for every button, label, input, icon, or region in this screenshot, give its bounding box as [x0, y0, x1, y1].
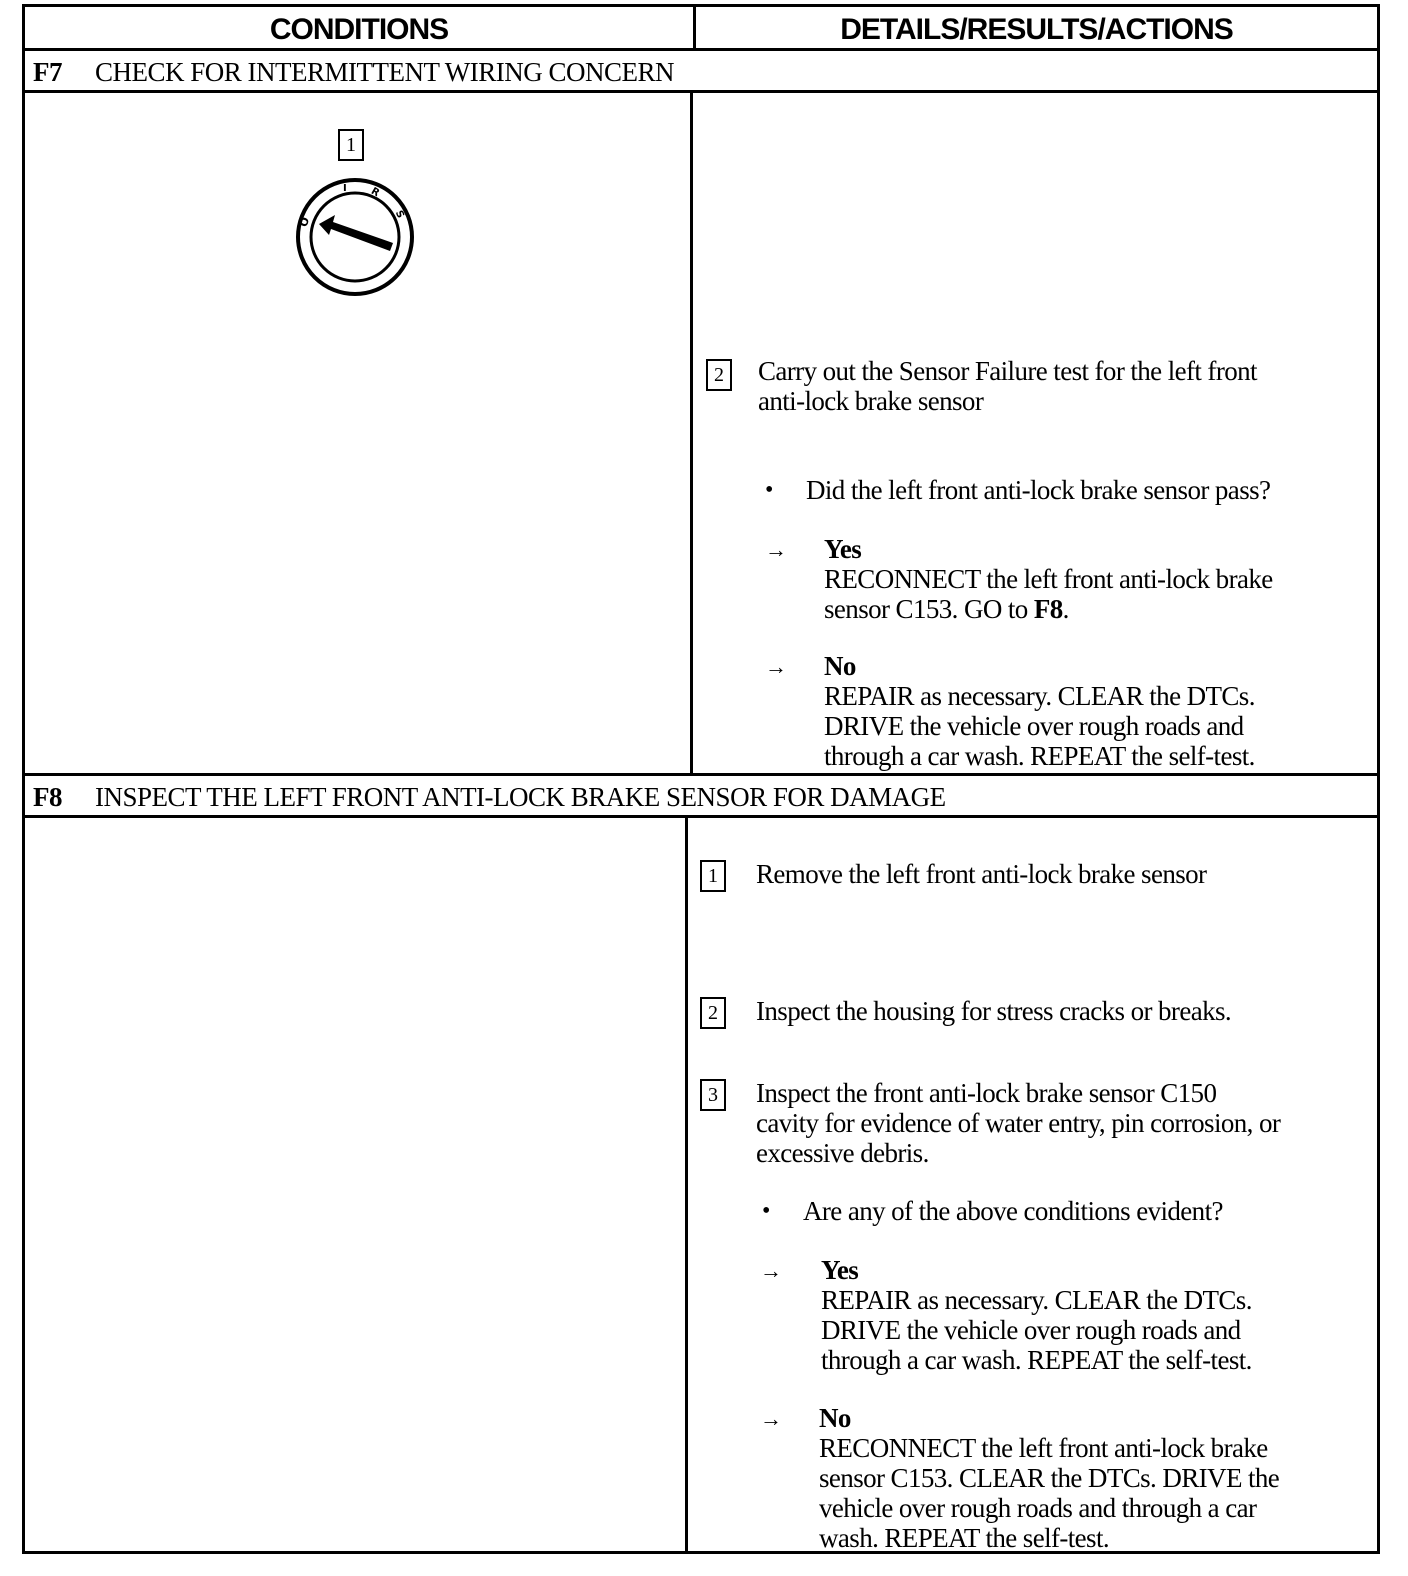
details-header: DETAILS/RESULTS/ACTIONS	[840, 13, 1233, 46]
f8-no-line1: RECONNECT the left front anti-lock brake	[819, 1433, 1268, 1463]
f7-column-divider	[690, 93, 693, 773]
f7-question: Did the left front anti-lock brake sensor pass?	[806, 475, 1271, 505]
svg-text:O: O	[296, 215, 313, 229]
f7-step2-line2: anti-lock brake sensor	[758, 386, 984, 416]
f7-yes-line1: RECONNECT the left front anti-lock brake	[824, 564, 1273, 594]
f7-step2-line1: Carry out the Sensor Failure test for the left front	[758, 356, 1257, 386]
f8-step2-text: Inspect the housing for stress cracks or breaks.	[756, 996, 1232, 1026]
f7-yes-label: Yes	[824, 534, 862, 564]
table-header-row	[25, 7, 1377, 51]
f8-step1-text: Remove the left front anti-lock brake sensor	[756, 859, 1207, 889]
svg-text:I: I	[343, 183, 347, 194]
f7-figure-callout: 1	[338, 129, 364, 161]
f8-yes-line3: through a car wash. REPEAT the self-test.	[821, 1345, 1252, 1375]
f7-no-line2: DRIVE the vehicle over rough roads and	[824, 711, 1244, 741]
f8-bullet: •	[762, 1198, 771, 1224]
f8-no-line4: wash. REPEAT the self-test.	[819, 1523, 1110, 1553]
f7-no-label: No	[824, 651, 856, 681]
f8-step1-number: 1	[700, 860, 726, 892]
f7-bullet: •	[765, 477, 774, 503]
svg-text:S: S	[392, 208, 406, 221]
f8-step3-line2: cavity for evidence of water entry, pin corrosion, or	[756, 1108, 1281, 1138]
diagnostic-table	[22, 4, 1380, 1554]
f8-column-divider	[685, 818, 688, 1553]
conditions-header: CONDITIONS	[269, 13, 449, 46]
f8-step3-line3: excessive debris.	[756, 1138, 929, 1168]
f8-no-line2: sensor C153. CLEAR the DTCs. DRIVE the	[819, 1463, 1280, 1493]
f8-yes-label: Yes	[821, 1255, 859, 1285]
f7-yes-line2: sensor C153. GO to F8.	[824, 594, 1069, 624]
f7-title-row	[25, 51, 1377, 93]
f8-yes-line2: DRIVE the vehicle over rough roads and	[821, 1315, 1241, 1345]
f8-reference: F8	[1033, 594, 1063, 624]
f7-no-line1: REPAIR as necessary. CLEAR the DTCs.	[824, 681, 1255, 711]
f8-code: F8	[33, 782, 62, 812]
f8-title: INSPECT THE LEFT FRONT ANTI-LOCK BRAKE SENSOR FOR DAMAGE	[95, 782, 946, 812]
f8-no-line3: vehicle over rough roads and through a car	[819, 1493, 1257, 1523]
f8-no-arrow: →	[760, 1406, 782, 1431]
f7-no-arrow: →	[765, 654, 787, 679]
f7-yes-arrow: →	[765, 537, 787, 562]
svg-text:R: R	[369, 185, 382, 200]
f8-no-label: No	[819, 1403, 851, 1433]
f7-no-line3: through a car wash. REPEAT the self-test.	[824, 741, 1255, 771]
f8-yes-arrow: →	[760, 1258, 782, 1283]
ignition-switch-off-icon	[295, 177, 415, 297]
f8-question: Are any of the above conditions evident?	[803, 1196, 1223, 1226]
f8-step3-line1: Inspect the front anti-lock brake sensor C150	[756, 1078, 1217, 1108]
f8-step2-number: 2	[700, 997, 726, 1029]
f7-title: CHECK FOR INTERMITTENT WIRING CONCERN	[95, 57, 674, 87]
f7-code: F7	[33, 57, 62, 87]
f8-yes-line1: REPAIR as necessary. CLEAR the DTCs.	[821, 1285, 1252, 1315]
f7-step2-number: 2	[706, 359, 732, 391]
f8-title-row	[25, 776, 1377, 818]
f8-step3-number: 3	[700, 1079, 726, 1111]
